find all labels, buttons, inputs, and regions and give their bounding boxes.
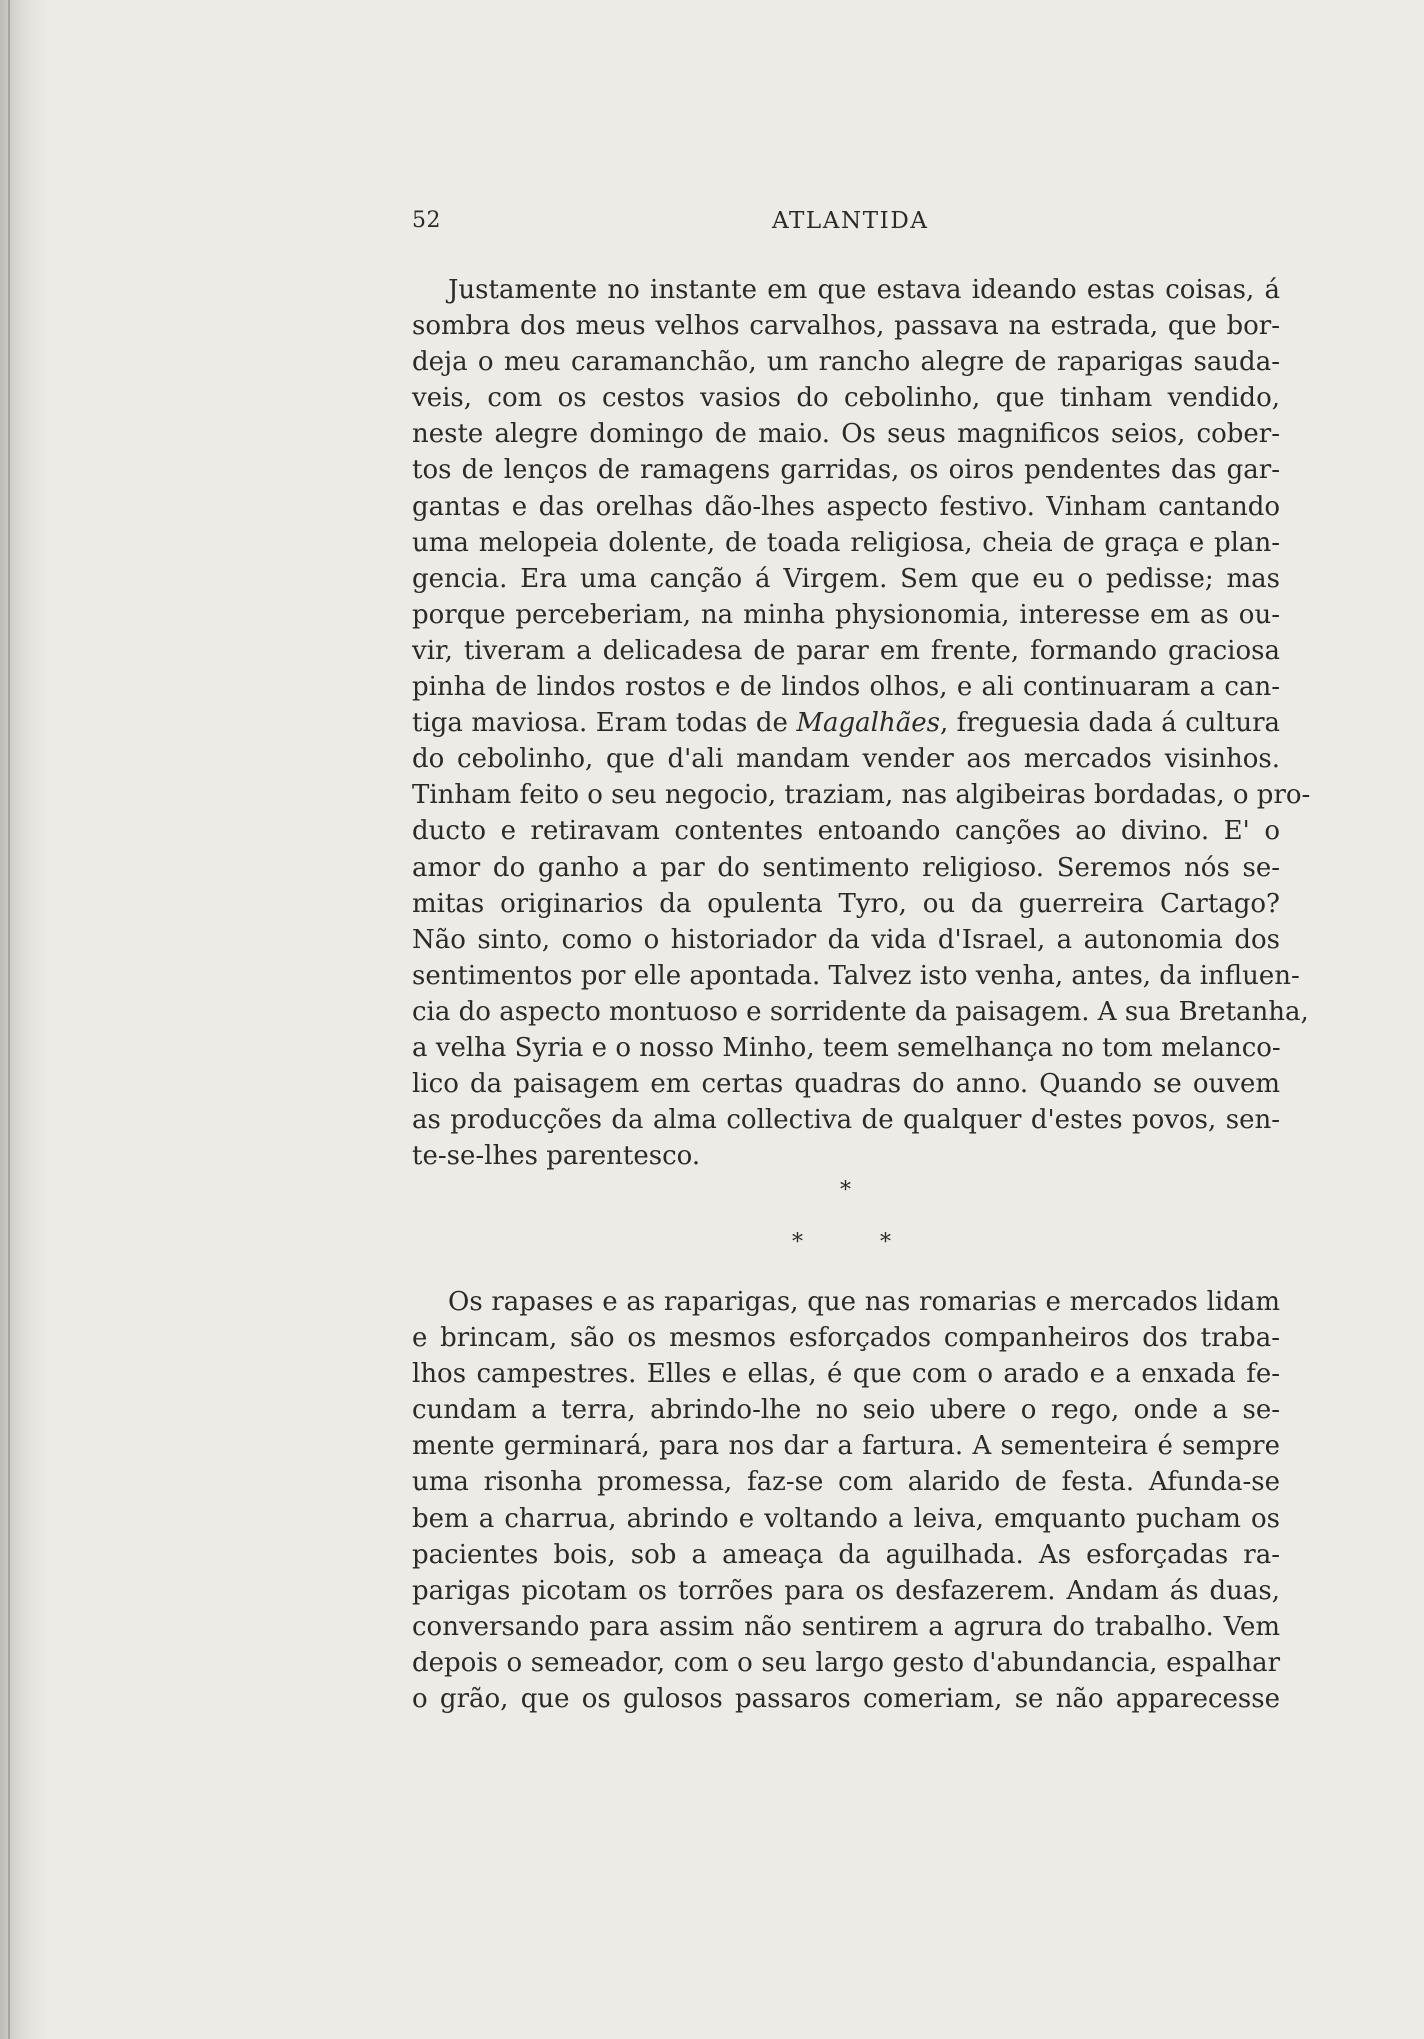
text-segment: , freguesia dada á cultura (939, 708, 1280, 739)
page-number: 52 (412, 208, 441, 233)
text-line: e brincam, são os mesmos esforçados companheiros dos traba- (412, 1323, 1280, 1354)
binding-shadow-line (8, 0, 10, 2039)
text-line: tos de lenços de ramagens garridas, os oiros pendentes das gar- (412, 455, 1280, 486)
text-line: veis, com os cestos vasios do cebolinho, que tinham vendido, (412, 383, 1280, 414)
asterisk: * (840, 1178, 851, 1203)
text-line: o grão, que os gulosos passaros comeriam, se não apparecesse (412, 1684, 1280, 1715)
text-line: uma risonha promessa, faz-se com alarido de festa. Afunda-se (412, 1467, 1280, 1498)
text-line: uma melopeia dolente, de toada religiosa, cheia de graça e plan- (412, 527, 1280, 558)
text-line: sentimentos por elle apontada. Talvez isto venha, antes, da influen- (412, 960, 1300, 991)
text-segment: tiga maviosa. Eram todas de (412, 708, 797, 739)
text-line: ducto e retiravam contentes entoando canções ao divino. E' o (412, 816, 1280, 847)
text-line: mente germinará, para nos dar a fartura. A sementeira é sempre (412, 1431, 1280, 1462)
running-head-title: ATLANTIDA (772, 208, 929, 234)
text-line: Não sinto, como o historiador da vida d'Israel, a autonomia dos (412, 924, 1280, 955)
text-line: a velha Syria e o nosso Minho, teem semelhança no tom melanco- (412, 1032, 1281, 1063)
section-break-asterism (780, 1178, 940, 1258)
text-line: pacientes bois, sob a ameaça da aguilhada. As esforçadas ra- (412, 1539, 1280, 1570)
text-line: gencia. Era uma canção á Virgem. Sem que eu o pedisse; mas (412, 563, 1280, 594)
text-line: cia do aspecto montuoso e sorridente da paisagem. A sua Bretanha, (412, 996, 1309, 1027)
text-line: Os rapases e as raparigas, que nas romarias e mercados lidam (448, 1287, 1280, 1317)
asterisk: * (792, 1230, 803, 1255)
page-header (412, 208, 1272, 244)
text-line: lico da paisagem em certas quadras do anno. Quando se ouvem (412, 1069, 1280, 1100)
text-line: te-se-lhes parentesco. (412, 1141, 701, 1172)
text-line: pinha de lindos rostos e de lindos olhos, e ali continuaram a can- (412, 672, 1280, 703)
text-line: amor do ganho a par do sentimento religioso. Seremos nós se- (412, 852, 1280, 883)
text-line: porque perceberiam, na minha physionomia, interesse em as ou- (412, 599, 1280, 630)
text-line: gantas e das orelhas dão-lhes aspecto festivo. Vinham cantando (412, 491, 1280, 522)
place-name-italic: Magalhães (796, 708, 940, 739)
text-line: mitas originarios da opulenta Tyro, ou da guerreira Cartago? (412, 888, 1280, 919)
text-line: parigas picotam os torrões para os desfazerem. Andam ás duas, (412, 1575, 1280, 1606)
text-line: Tinham feito o seu negocio, traziam, nas algibeiras bordadas, o pro- (412, 780, 1311, 811)
text-line: deja o meu caramanchão, um rancho alegre de raparigas sauda- (412, 347, 1280, 378)
text-line: Justamente no instante em que estava ideando estas coisas, á (448, 275, 1280, 305)
text-line: do cebolinho, que d'ali mandam vender aos mercados visinhos. (412, 744, 1280, 775)
paragraph-1 (412, 272, 1311, 1174)
text-line: cundam a terra, abrindo-lhe no seio ubere o rego, onde a se- (412, 1395, 1280, 1426)
text-line-with-italic (412, 705, 1280, 741)
text-line: depois o semeador, com o seu largo gesto d'abundancia, espalhar (412, 1647, 1280, 1678)
text-line: vir, tiveram a delicadesa de parar em frente, formando graciosa (412, 635, 1280, 666)
asterisk: * (880, 1230, 891, 1255)
text-line: sombra dos meus velhos carvalhos, passava na estrada, que bor- (412, 311, 1280, 342)
text-line: bem a charrua, abrindo e voltando a leiva, emquanto pucham os (412, 1503, 1280, 1534)
text-line: conversando para assim não sentirem a agrura do trabalho. Vem (412, 1611, 1280, 1642)
text-line: as producções da alma collectiva de qualquer d'estes povos, sen- (412, 1105, 1280, 1136)
text-line: neste alegre domingo de maio. Os seus magnificos seios, cober- (412, 419, 1280, 450)
paragraph-2 (412, 1284, 1280, 1717)
text-line: lhos campestres. Elles e ellas, é que com o arado e a enxada fe- (412, 1359, 1280, 1390)
